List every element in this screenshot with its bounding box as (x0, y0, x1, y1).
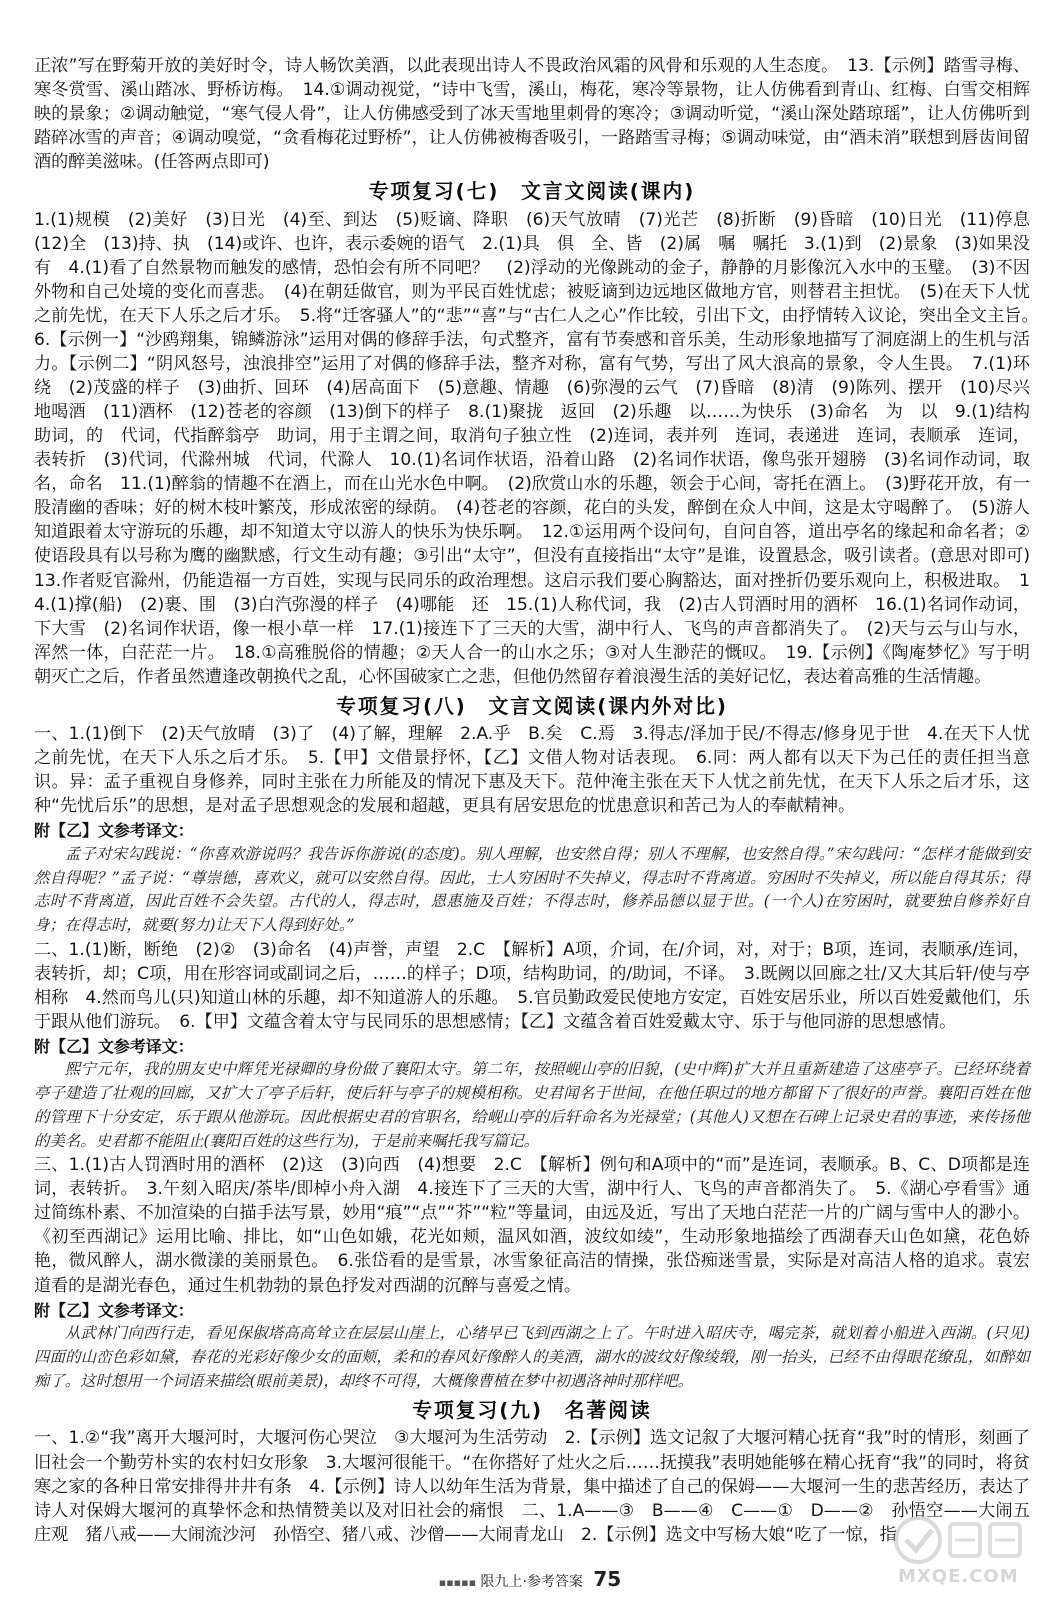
footer-marks: ▪▪▪▪▪ (438, 1576, 477, 1589)
section-heading: 专项复习(七) 文言文阅读(课内) (368, 180, 696, 204)
page-number: 75 (593, 1567, 622, 1591)
watermark-logo (892, 1514, 1052, 1596)
translation-paragraph: 孟子对宋勾践说：“你喜欢游说吗？我告诉你游说(的态度)。别人理解，也安然自得；别人不理解，也安然自得。”宋勾践问：“怎样才能做到安然自得呢？”孟子说：“尊崇德，喜欢义，就可以安然自得。因此，士人穷困时不失掉义，得志时不背离道。穷困时不失掉义，所以能自得其乐；得志时不背离道，因此百姓不会失望。古代的人，得志时，恩惠施及百姓；不得志时，修养品德以显于世。(一个人)在穷困时，就要独自修养好自身；在得志时，就要(努力)让天下人得到好处。” (34, 844, 1030, 934)
answer-paragraph: 1.(1)规模 (2)美好 (3)日光 (4)至、到达 (5)贬谪、降职 (6)天气放晴 (7)光芒 (8)折断 (9)昏暗 (10)日光 (11)停息 (12)全 (13)持、执 (14)或许、也许，表示委婉的语气 2.(1)具 俱 全、皆 (2)属 嘱 嘱托 3.(1)到 (2)景象 (3)如果没有 4.(1)看了自然景物而触发的感情，恐怕会有所不同吧？ (2)浮动的光像跳动的金子，静静的月影像沉入水中的玉璧。 (3)不因外物和自己处境的变化而喜悲。 (4)在朝廷做官，则为平民百姓忧虑；被贬谪到边远地区做地方官，则替君主担忧。 (5)在天下人忧之前先忧，在天下人乐之后才乐。 5.将“迁客骚人”的“悲”“喜”与“古仁人之心”作比较，引出下文，由抒情转入议论，突出全文主旨。 6.【示例一】“沙鸥翔集，锦鳞游泳”运用对偶的修辞手法，句式整齐，富有节奏感和音乐美，生动形象地描写了洞庭湖上的生机与活力。【示例二】“阴风怒号，浊浪排空”运用了对偶的修辞手法，整齐对称，富有气势，写出了风大浪高的景象，令人生畏。 7.(1)环绕 (2)茂盛的样子 (3)曲折、回环 (4)居高面下 (5)意趣、情趣 (6)弥漫的云气 (7)昏暗 (8)清 (9)陈列、摆开 (10)尽兴地喝酒 (11)酒杯 (12)苍老的容颜 (13)倒下的样子 8.(1)聚拢 返回 (2)乐趣 以……为快乐 (3)命名 为 以 9.(1)结构助词，的 代词，代指醉翁亭 助词，用于主谓之间，取消句子独立性 (2)连词，表并列 连词，表递进 连词，表顺承 连词，表转折 (3)代词，代滁州城 代词，代滁人 10.(1)名词作状语，沿着山路 (2)名词作状语，像鸟张开翅膀 (3)名词作动词，取名，命名 11.(1)醉翁的情趣不在酒上，而在山光水色中啊。 (2)欣赏山水的乐趣，领会于心间，寄托在酒上。 (3)野花开放，有一股清幽的香味；好的树木枝叶繁茂，形成浓密的绿荫。 (4)苍老的容颜，花白的头发，醉倒在众人中间，这是太守喝醉了。 (5)游人知道跟着太守游玩的乐趣，却不知道太守以游人的快乐为快乐啊。 12.①运用两个设问句，自问自答，道出亭名的缘起和命名者；②使语段具有以号称为鹰的幽默感，行文生动有趣；③引出“太守”，但没有直接指出“太守”是谁，设置悬念，吸引读者。(意思对即可) 13.作者贬官滁州，仍能造福一方百姓，实现与民同乐的政治理想。这启示我们要心胸豁达，面对挫折仍要乐观向上，积极进取。 14.(1)撑(船) (2)裹、围 (3)白汽弥漫的样子 (4)哪能 还 15.(1)人称代词，我 (2)古人罚酒时用的酒杯 16.(1)名词作动词，下大雪 (2)名词作状语，像一根小草一样 17.(1)接连下了三天的大雪，湖中行人、飞鸟的声音都消失了。 (2)天与云与山与水，浑然一体，白茫茫一片。 18.①高雅脱俗的情趣；②天人合一的山水之乐；③对人生渺茫的慨叹。 19.【示例】《陶庵梦忆》写于明朝灭亡之后，作者虽然遭逢改朝换代之乱，心怀国破家亡之悲，但他仍然留存着浪漫生活的美好记忆，表达着高雅的生活情趣。 (34, 209, 1048, 687)
watermark-text: MXQE.COM (898, 1566, 1019, 1587)
translation-paragraph: 熙宁元年，我的朋友史中辉凭光禄卿的身份做了襄阳太守。第二年，按照岘山亭的旧貌，(史中辉)扩大并且重新建造了这座亭子。已经环绕着亭子建造了壮观的回廊，又扩大了亭子后轩，使后轩与亭子的规模相称。史君闻名于世间，在他任职过的地方都留下了很好的声誉。襄阳百姓在他的管理下十分安定，乐于跟从他游玩。因此根据史君的官职名，给岘山亭的后轩命名为光禄堂；(其他人)又想在石碑上记录史君的事迹，来传扬他的美名。史君都不能阻止(襄阳百姓的这些行为)，于是前来嘱托我写篇记。 (34, 1060, 1030, 1150)
answer-paragraph: 一、1.②“我”离开大堰河时，大堰河伤心哭泣 ③大堰河为生活劳动 2.【示例】选文记叙了大堰河精心抚育“我”时的情形，刻画了旧社会一个勤劳朴实的农村妇女形象 3.大堰河很能干。“在你搭好了灶火之后……抚摸我”表明她能够在精心抚育“我”的同时，将贫寒之家的各种日常安排得井井有条 4.【示例】诗人以幼年生活为背景，集中描述了自己的保姆——大堰河一生的悲苦经历，表达了诗人对保姆大堰河的真挚怀念和热情赞美以及对旧社会的痛恨 二、1.A——③ B——④ C——① D——② 孙悟空——大闹五庄观 猪八戒——大闹流沙河 孙悟空、猪八戒、沙僧——大闹青龙山 2.【示例】选文中写杨大娘“吃了一惊，指 (34, 1428, 1030, 1545)
footer-label: 限九上·参考答案 (480, 1574, 583, 1590)
answer-paragraph: 正浓”写在野菊开放的美好时令，诗人畅饮美酒，以此表现出诗人不畏政治风霜的风骨和乐观的人生态度。 13.【示例】踏雪寻梅、寒冬赏雪、溪山踏冰、野桥访梅。 14.①调动视觉，“诗中飞雪，溪山，梅花，寒冷等景物，让人仿佛看到青山、红梅、白雪交相辉映的景象；②调动触觉，“寒气侵人骨”，让人仿佛感受到了冰天雪地里刺骨的寒冷；③调动听觉，“溪山深处踏琼瑶”，让人仿佛听到踏碎冰雪的声音；④调动嗅觉，“贪看梅花过野桥”，让人仿佛被梅香吸引，一路踏雪寻梅；⑤调动味觉，由“酒未消”联想到唇齿间留酒的醉美滋味。(任答两点即可) (34, 56, 1030, 173)
answer-page (34, 54, 1048, 1547)
section-heading: 专项复习(八) 文言文阅读(课内外对比) (336, 694, 728, 718)
section-heading: 专项复习(九) 名著阅读 (412, 1399, 652, 1423)
answer-paragraph: 二、1.(1)断，断绝 (2)② (3)命名 (4)声誉，声望 2.C 【解析】A项，介词，在/介词，对，对于；B项，连词，表顺承/连词，表转折，却；C项，用在形容词或副词之后，……的样子；D项，结构助词，的/助词，不译。 3.既阙以回廊之壮/又大其后轩/使与亭相称 4.然而鸟儿(只)知道山林的乐趣，却不知道游人的乐趣。 5.官员勤政爱民使地方安定，百姓安居乐业，所以百姓爱戴他们，乐于跟从他们游玩。 6.【甲】文蕴含着太守与民同乐的思想感情；【乙】文蕴含着百姓爱戴太守、乐于与他同游的思想感情。 (34, 939, 1030, 1032)
answer-paragraph: 一、1.(1)倒下 (2)天气放晴 (3)了 (4)了解，理解 2.A.乎 B.矣 C.焉 3.得志/泽加于民/不得志/修身见于世 4.在天下人忧之前先忧，在天下人乐之后才乐。 5.【甲】文借景抒怀，【乙】文借人物对话表现。 6.同：两人都有以天下为己任的责任担当意识。异：孟子重视自身修养，同时主张在力所能及的情况下惠及天下。范仲淹主张在天下人忧之前先忧，在天下人乐之后才乐，这种“先忧后乐”的思想，是对孟子思想观念的发展和超越，更具有居安思危的忧患意识和苦己为人的奉献精神。 (34, 724, 1030, 817)
appendix-label: 附【乙】文参考译文： (34, 1300, 194, 1320)
appendix-label: 附【乙】文参考译文： (34, 821, 194, 841)
watermark-mark-icon (892, 1514, 1052, 1570)
appendix-label: 附【乙】文参考译文： (34, 1036, 194, 1056)
answer-paragraph: 三、1.(1)古人罚酒时用的酒杯 (2)这 (3)向西 (4)想要 2.C 【解析】例句和A项中的“而”是连词，表顺承。B、C、D项都是连词，表转折。 3.午刻入昭庆/茶毕/即棹小舟入湖 4.接连下了三天的大雪，湖中行人、飞鸟的声音都消失了。 5.《湖心亭看雪》通过简练朴素、不加渲染的白描手法写景，妙用“痕”“点”“芥”“粒”等量词，由远及近，写出了天地白茫茫一片的广阔与雪中人的渺小。《初至西湖记》运用比喻、排比，如“山色如娥，花光如颊，温风如酒，波纹如绫”，生动形象地描绘了西湖春天山色如黛，花色娇艳，微风醉人，湖水微漾的美丽景色。 6.张岱看的是雪景，冰雪象征高洁的情操，张岱痴迷雪景，实际是对高洁人格的追求。袁宏道看的是湖光春色，通过生机勃勃的景色抒发对西湖的沉醉与喜爱之情。 (34, 1155, 1030, 1296)
translation-paragraph: 从武林门向西行走，看见保俶塔高高耸立在层层山崖上，心绪早已飞到西湖之上了。午时进入昭庆寺，喝完茶，就划着小船进入西湖。(只见)四面的山峦色彩如黛，春花的光彩好像少女的面颊，柔和的春风好像醉人的美酒，湖水的波纹好像绫缎，刚一抬头，已经不由得眼花缭乱，如醉如痴了。这时想用一个词语来描绘(眼前美景)，却终不可得，大概像曹植在梦中初遇洛神时那样吧。 (34, 1324, 1030, 1390)
